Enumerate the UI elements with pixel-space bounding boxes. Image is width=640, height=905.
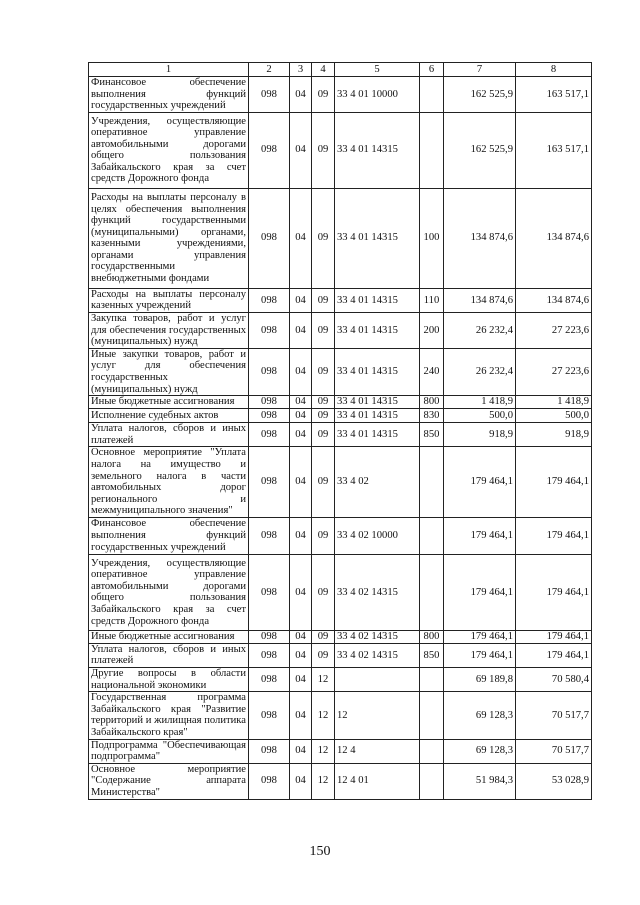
row-subsection: 09 [312, 409, 335, 423]
row-section: 04 [290, 692, 312, 739]
row-admin-code: 098 [249, 312, 290, 348]
row-admin-code: 098 [249, 112, 290, 188]
row-expense-type: 800 [420, 630, 444, 643]
row-amount-col7: 918,9 [444, 423, 516, 447]
row-amount-col8: 53 028,9 [516, 763, 592, 799]
row-amount-col8: 918,9 [516, 423, 592, 447]
row-amount-col8: 27 223,6 [516, 312, 592, 348]
table-row [89, 643, 592, 667]
row-amount-col8: 163 517,1 [516, 112, 592, 188]
row-section: 04 [290, 396, 312, 409]
row-target-article: 33 4 01 14315 [335, 348, 420, 395]
row-amount-col8: 163 517,1 [516, 77, 592, 113]
row-name: Иные бюджетные ассигнования [89, 396, 249, 409]
row-subsection: 09 [312, 348, 335, 395]
row-subsection: 09 [312, 288, 335, 312]
row-amount-col7: 162 525,9 [444, 77, 516, 113]
row-target-article: 12 [335, 692, 420, 739]
row-amount-col7: 179 464,1 [444, 447, 516, 518]
row-admin-code: 098 [249, 396, 290, 409]
row-subsection: 09 [312, 188, 335, 288]
row-section: 04 [290, 112, 312, 188]
row-target-article: 33 4 01 14315 [335, 188, 420, 288]
row-subsection: 09 [312, 517, 335, 554]
row-expense-type [420, 668, 444, 692]
row-admin-code: 098 [249, 77, 290, 113]
row-subsection: 12 [312, 739, 335, 763]
row-subsection: 09 [312, 112, 335, 188]
row-amount-col8: 179 464,1 [516, 554, 592, 630]
row-amount-col7: 69 189,8 [444, 668, 516, 692]
row-admin-code: 098 [249, 643, 290, 667]
row-target-article: 33 4 02 10000 [335, 517, 420, 554]
row-target-article: 33 4 01 14315 [335, 423, 420, 447]
row-amount-col8: 27 223,6 [516, 348, 592, 395]
row-amount-col7: 134 874,6 [444, 188, 516, 288]
row-name: Расходы на выплаты персоналу в целях обеспечения выполнения функций государственными (муниципальными) органами, казенными учреждениями, органами управления государственными внебюджетными фондами [89, 188, 249, 288]
row-target-article: 33 4 02 14315 [335, 630, 420, 643]
row-target-article: 33 4 01 14315 [335, 288, 420, 312]
row-subsection: 09 [312, 312, 335, 348]
row-expense-type: 850 [420, 643, 444, 667]
row-name: Другие вопросы в области национальной экономики [89, 668, 249, 692]
column-header: 2 [249, 63, 290, 77]
row-section: 04 [290, 554, 312, 630]
row-amount-col7: 26 232,4 [444, 312, 516, 348]
row-amount-col7: 134 874,6 [444, 288, 516, 312]
row-target-article: 33 4 01 10000 [335, 77, 420, 113]
row-section: 04 [290, 288, 312, 312]
row-target-article: 33 4 01 14315 [335, 396, 420, 409]
row-amount-col8: 134 874,6 [516, 188, 592, 288]
row-admin-code: 098 [249, 447, 290, 518]
row-expense-type: 200 [420, 312, 444, 348]
table-row [89, 517, 592, 554]
table-row [89, 288, 592, 312]
row-amount-col8: 179 464,1 [516, 447, 592, 518]
row-section: 04 [290, 739, 312, 763]
row-expense-type [420, 763, 444, 799]
row-target-article: 12 4 01 [335, 763, 420, 799]
row-expense-type [420, 447, 444, 518]
table-row [89, 739, 592, 763]
table-row [89, 630, 592, 643]
row-admin-code: 098 [249, 554, 290, 630]
row-name: Уплата налогов, сборов и иных платежей [89, 643, 249, 667]
row-target-article: 33 4 02 [335, 447, 420, 518]
table-row [89, 396, 592, 409]
table-row [89, 77, 592, 113]
row-amount-col8: 179 464,1 [516, 517, 592, 554]
table-row [89, 409, 592, 423]
row-name: Государственная программа Забайкальского края "Развитие территорий и жилищная политика Забайкальского края" [89, 692, 249, 739]
column-header: 8 [516, 63, 592, 77]
table-row [89, 112, 592, 188]
table-row [89, 188, 592, 288]
table-row [89, 312, 592, 348]
row-admin-code: 098 [249, 288, 290, 312]
row-expense-type [420, 77, 444, 113]
row-target-article: 33 4 01 14315 [335, 112, 420, 188]
row-amount-col7: 179 464,1 [444, 517, 516, 554]
row-subsection: 12 [312, 763, 335, 799]
row-section: 04 [290, 423, 312, 447]
row-amount-col7: 26 232,4 [444, 348, 516, 395]
budget-table [88, 62, 592, 800]
row-target-article: 33 4 01 14315 [335, 409, 420, 423]
row-amount-col8: 70 517,7 [516, 739, 592, 763]
row-subsection: 09 [312, 643, 335, 667]
row-amount-col7: 179 464,1 [444, 643, 516, 667]
table-row [89, 348, 592, 395]
row-amount-col8: 179 464,1 [516, 630, 592, 643]
table-row [89, 447, 592, 518]
row-expense-type: 240 [420, 348, 444, 395]
row-expense-type [420, 554, 444, 630]
row-name: Учреждения, осуществляющие оперативное управление автомобильными дорогами общего пользования Забайкальского края за счет средств Дорожного фонда [89, 554, 249, 630]
row-expense-type [420, 112, 444, 188]
table-body [89, 63, 592, 800]
page-number: 150 [309, 844, 331, 859]
row-admin-code: 098 [249, 348, 290, 395]
column-header: 4 [312, 63, 335, 77]
row-name: Финансовое обеспечение выполнения функций государственных учреждений [89, 517, 249, 554]
row-section: 04 [290, 348, 312, 395]
row-subsection: 09 [312, 447, 335, 518]
row-target-article: 33 4 01 14315 [335, 312, 420, 348]
row-section: 04 [290, 630, 312, 643]
column-header: 7 [444, 63, 516, 77]
row-name: Исполнение судебных актов [89, 409, 249, 423]
row-admin-code: 098 [249, 188, 290, 288]
row-expense-type [420, 739, 444, 763]
row-name: Учреждения, осуществляющие оперативное управление автомобильными дорогами общего пользования Забайкальского края за счет средств Дорожного фонда [89, 112, 249, 188]
row-amount-col8: 134 874,6 [516, 288, 592, 312]
row-name: Иные закупки товаров, работ и услуг для обеспечения государственных (муниципальных) нужд [89, 348, 249, 395]
table-row [89, 554, 592, 630]
row-subsection: 09 [312, 396, 335, 409]
table-row [89, 763, 592, 799]
row-admin-code: 098 [249, 739, 290, 763]
row-target-article: 33 4 02 14315 [335, 643, 420, 667]
row-subsection: 12 [312, 692, 335, 739]
row-name: Основное мероприятие "Содержание аппарата Министерства" [89, 763, 249, 799]
row-section: 04 [290, 643, 312, 667]
row-admin-code: 098 [249, 423, 290, 447]
row-expense-type: 850 [420, 423, 444, 447]
column-header: 6 [420, 63, 444, 77]
row-subsection: 09 [312, 554, 335, 630]
row-admin-code: 098 [249, 763, 290, 799]
header-row [89, 63, 592, 77]
row-amount-col7: 69 128,3 [444, 692, 516, 739]
row-amount-col7: 69 128,3 [444, 739, 516, 763]
row-target-article: 12 4 [335, 739, 420, 763]
row-subsection: 09 [312, 77, 335, 113]
row-name: Основное мероприятие "Уплата налога на имущество и земельного налога в части автомобильных дорог регионального и межмуниципального значения" [89, 447, 249, 518]
row-section: 04 [290, 312, 312, 348]
column-header: 1 [89, 63, 249, 77]
row-amount-col7: 162 525,9 [444, 112, 516, 188]
row-amount-col7: 179 464,1 [444, 554, 516, 630]
row-amount-col8: 179 464,1 [516, 643, 592, 667]
row-section: 04 [290, 188, 312, 288]
row-subsection: 09 [312, 630, 335, 643]
row-section: 04 [290, 77, 312, 113]
row-admin-code: 098 [249, 630, 290, 643]
row-admin-code: 098 [249, 692, 290, 739]
row-target-article: 33 4 02 14315 [335, 554, 420, 630]
row-admin-code: 098 [249, 668, 290, 692]
row-amount-col8: 1 418,9 [516, 396, 592, 409]
row-name: Уплата налогов, сборов и иных платежей [89, 423, 249, 447]
row-amount-col7: 51 984,3 [444, 763, 516, 799]
row-name: Закупка товаров, работ и услуг для обеспечения государственных (муниципальных) нужд [89, 312, 249, 348]
row-section: 04 [290, 668, 312, 692]
row-expense-type: 800 [420, 396, 444, 409]
column-header: 5 [335, 63, 420, 77]
row-amount-col7: 1 418,9 [444, 396, 516, 409]
row-amount-col8: 70 580,4 [516, 668, 592, 692]
row-amount-col7: 179 464,1 [444, 630, 516, 643]
column-header: 3 [290, 63, 312, 77]
row-section: 04 [290, 517, 312, 554]
row-expense-type: 830 [420, 409, 444, 423]
row-expense-type: 100 [420, 188, 444, 288]
row-section: 04 [290, 447, 312, 518]
row-amount-col7: 500,0 [444, 409, 516, 423]
row-amount-col8: 500,0 [516, 409, 592, 423]
table-row [89, 668, 592, 692]
row-name: Финансовое обеспечение выполнения функций государственных учреждений [89, 77, 249, 113]
row-amount-col8: 70 517,7 [516, 692, 592, 739]
row-target-article [335, 668, 420, 692]
row-expense-type [420, 517, 444, 554]
row-name: Иные бюджетные ассигнования [89, 630, 249, 643]
row-subsection: 09 [312, 423, 335, 447]
row-admin-code: 098 [249, 517, 290, 554]
table-row [89, 423, 592, 447]
row-section: 04 [290, 409, 312, 423]
row-subsection: 12 [312, 668, 335, 692]
row-expense-type [420, 692, 444, 739]
row-name: Подпрограмма "Обеспечивающая подпрограмма" [89, 739, 249, 763]
row-section: 04 [290, 763, 312, 799]
row-name: Расходы на выплаты персоналу казенных учреждений [89, 288, 249, 312]
row-admin-code: 098 [249, 409, 290, 423]
table-row [89, 692, 592, 739]
row-expense-type: 110 [420, 288, 444, 312]
